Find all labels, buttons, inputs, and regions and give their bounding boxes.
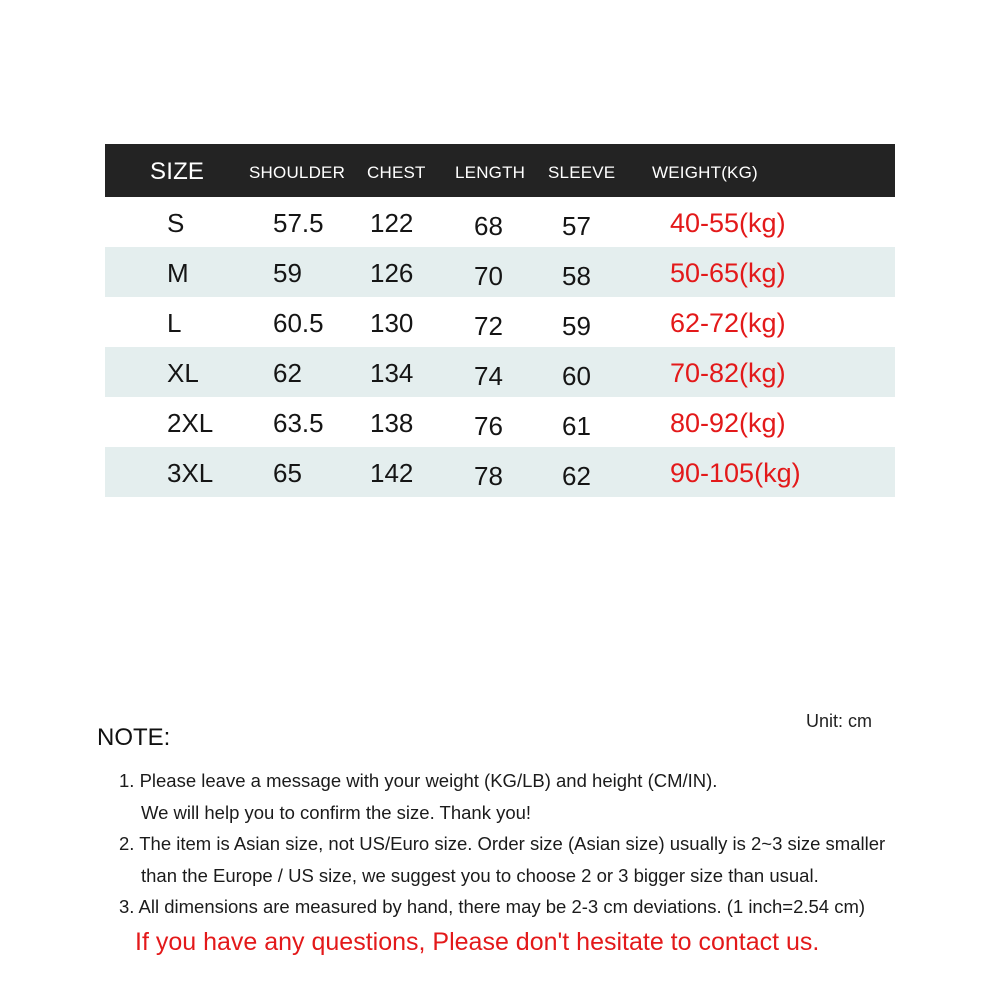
size-chart-table bbox=[105, 144, 895, 497]
cell-weight: 50-65(kg) bbox=[670, 258, 786, 288]
cell-weight: 80-92(kg) bbox=[670, 408, 786, 438]
cell-size: L bbox=[167, 308, 182, 338]
cell-length: 78 bbox=[474, 461, 503, 491]
table-header bbox=[105, 144, 895, 197]
note-line: 3. All dimensions are measured by hand, there may be 2-3 cm deviations. (1 inch=2.54 cm) bbox=[119, 896, 866, 918]
note-line: 1. Please leave a message with your weight (KG/LB) and height (CM/IN). bbox=[119, 770, 718, 791]
header-sleeve: SLEEVE bbox=[548, 163, 616, 182]
table-row bbox=[105, 197, 895, 247]
table-row bbox=[105, 347, 895, 397]
cell-shoulder: 59 bbox=[273, 258, 302, 288]
cell-chest: 126 bbox=[370, 258, 414, 288]
cell-shoulder: 62 bbox=[273, 358, 302, 388]
table-row bbox=[105, 397, 895, 447]
notes-list bbox=[119, 765, 979, 923]
cell-sleeve: 60 bbox=[562, 361, 591, 391]
cell-weight: 62-72(kg) bbox=[670, 308, 786, 338]
note-line: than the Europe / US size, we suggest you to choose 2 or 3 bigger size than usual. bbox=[141, 864, 819, 886]
header-length: LENGTH bbox=[455, 163, 526, 182]
cell-length: 72 bbox=[474, 311, 503, 341]
cell-shoulder: 65 bbox=[273, 458, 302, 488]
note-line: We will help you to confirm the size. Thank you! bbox=[141, 801, 532, 823]
cell-size: M bbox=[167, 258, 189, 288]
cell-length: 76 bbox=[474, 411, 503, 441]
cell-length: 74 bbox=[474, 361, 503, 391]
cell-length: 68 bbox=[474, 211, 503, 241]
cell-weight: 90-105(kg) bbox=[670, 458, 801, 488]
cell-size: XL bbox=[167, 358, 199, 388]
header-shoulder: SHOULDER bbox=[249, 163, 346, 182]
cell-sleeve: 58 bbox=[562, 261, 591, 291]
cell-chest: 122 bbox=[370, 208, 414, 238]
cell-shoulder: 63.5 bbox=[273, 408, 324, 438]
header-chest: CHEST bbox=[367, 163, 426, 182]
cell-size: S bbox=[167, 208, 185, 238]
cell-sleeve: 62 bbox=[562, 461, 591, 491]
table-row bbox=[105, 297, 895, 347]
cell-shoulder: 57.5 bbox=[273, 208, 324, 238]
cell-chest: 130 bbox=[370, 308, 414, 338]
cell-length: 70 bbox=[474, 261, 503, 291]
cell-sleeve: 59 bbox=[562, 311, 591, 341]
cell-weight: 70-82(kg) bbox=[670, 358, 786, 388]
unit-label: Unit: cm bbox=[806, 711, 873, 731]
header-size: SIZE bbox=[150, 158, 205, 185]
contact-message: If you have any questions, Please don't hesitate to contact us. bbox=[135, 928, 820, 956]
table-row bbox=[105, 247, 895, 297]
note-line: 2. The item is Asian size, not US/Euro size. Order size (Asian size) usually is 2~3 size smaller bbox=[119, 833, 886, 855]
cell-sleeve: 57 bbox=[562, 211, 591, 241]
cell-size: 3XL bbox=[167, 458, 214, 488]
table-row bbox=[105, 447, 895, 497]
cell-chest: 142 bbox=[370, 458, 414, 488]
header-weight: WEIGHT(KG) bbox=[652, 163, 758, 182]
cell-chest: 138 bbox=[370, 408, 414, 438]
note-title: NOTE: bbox=[97, 724, 171, 751]
cell-shoulder: 60.5 bbox=[273, 308, 324, 338]
cell-chest: 134 bbox=[370, 358, 414, 388]
cell-weight: 40-55(kg) bbox=[670, 208, 786, 238]
cell-sleeve: 61 bbox=[562, 411, 591, 441]
cell-size: 2XL bbox=[167, 408, 214, 438]
